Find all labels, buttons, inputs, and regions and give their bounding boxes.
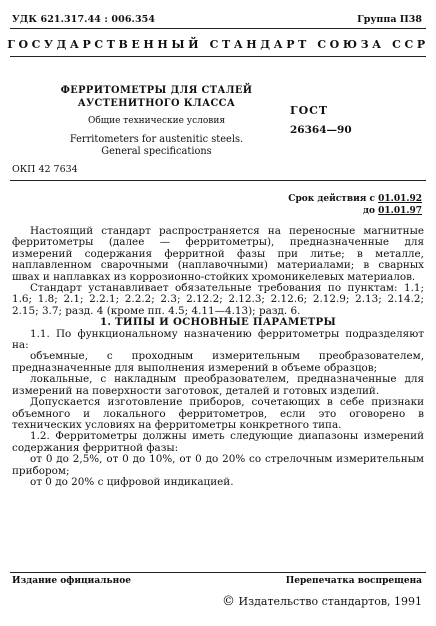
paragraph-ranges-digital: от 0 до 20% с цифровой индикацией.: [30, 475, 234, 488]
reprint-notice: Перепечатка воспрещена: [285, 576, 422, 586]
validity-end: [363, 206, 422, 216]
paragraph-requirements: Стандарт устанавливает обязательные требования по пунктам: 1.1; 1.6; 1.8; 2.1; 2.2.1; 2.2.2; 2.3; 2.12.2; 2.12.3; 2.12.6; 2.12.9; 2.13; 2.14.2; 2.15; 3.7; разд. 4 (кроме пп. 4.5; 4.11—4.13); разд. 6.: [12, 282, 424, 317]
subtitle-ru: Общие технические условия: [87, 116, 226, 126]
official-edition: Издание официальное: [12, 576, 131, 586]
validity-start-prefix: Срок действия с: [288, 194, 379, 204]
footer-divider: [10, 572, 426, 573]
paragraph-combined: Допускается изготовление приборов, сочетающих в себе признаки объемного и локального ферритометров, если это оговорено в технических условиях на ферритометры конкретного типа.: [12, 396, 424, 431]
title-divider: [10, 180, 426, 181]
paragraph-1-1: 1.1. По функциональному назначению ферритометры подразделяют на:: [12, 327, 424, 352]
udk-code: УДК 621.317.44 : 006.354: [12, 14, 156, 25]
standard-title: ГОСУДАРСТВЕННЫЙ СТАНДАРТ СОЮЗА ССР: [7, 38, 429, 51]
section-heading: 1. ТИПЫ И ОСНОВНЫЕ ПАРАМЕТРЫ: [99, 316, 337, 329]
paragraph-scope: Настоящий стандарт распространяется на переносные магнитные ферритометры (далее — ферритометры), предназначенные для измерений содержания ферритной фазы при литье; в металле, наплавленном сварочными (наплавочными) материалами; в сварных швах и наплавках из коррозионно-стойких хромоникелевых материалов.: [12, 225, 424, 283]
copyright-icon: ©: [222, 594, 236, 609]
document-title-block: [44, 84, 269, 158]
header-divider-2: [10, 56, 426, 57]
group-code: Группа П38: [357, 14, 422, 25]
validity-end-date: 01.01.97: [378, 206, 422, 216]
paragraph-1-2: 1.2. Ферритометры должны иметь следующие диапазоны измерений содержания ферритной фазы:: [12, 430, 424, 454]
validity-start: [288, 194, 422, 204]
validity-end-prefix: до: [363, 206, 379, 216]
copyright-text: Издательство стандартов, 1991: [235, 595, 422, 608]
gost-number: 26364—90: [290, 124, 352, 136]
paragraph-volumetric: объемные, с проходным измерительным преобразователем, предназначенные для выполнения измерений в объеме образцов;: [12, 350, 424, 374]
copyright: [222, 594, 422, 609]
title-ru-line1: ФЕРРИТОМЕТРЫ ДЛЯ СТАЛЕЙ: [60, 85, 253, 96]
paragraph-ranges-analog: от 0 до 2,5%, от 0 до 10%, от 0 до 20% со стрелочным измерительным прибором;: [12, 453, 424, 477]
header-divider: [10, 28, 426, 29]
validity-start-date: 01.01.92: [378, 194, 422, 204]
title-ru-line2: АУСТЕНИТНОГО КЛАССА: [77, 98, 236, 109]
okp-code: ОКП 42 7634: [12, 164, 78, 175]
document-body: [12, 226, 424, 488]
title-en-line2: General specifications: [101, 146, 212, 157]
title-en-line1: Ferritometers for austenitic steels.: [69, 134, 244, 145]
gost-label: ГОСТ: [290, 104, 329, 117]
paragraph-local: локальные, с накладным преобразователем, предназначенные для измерений на поверхности заготовок, деталей и готовых изделий.: [12, 373, 424, 397]
